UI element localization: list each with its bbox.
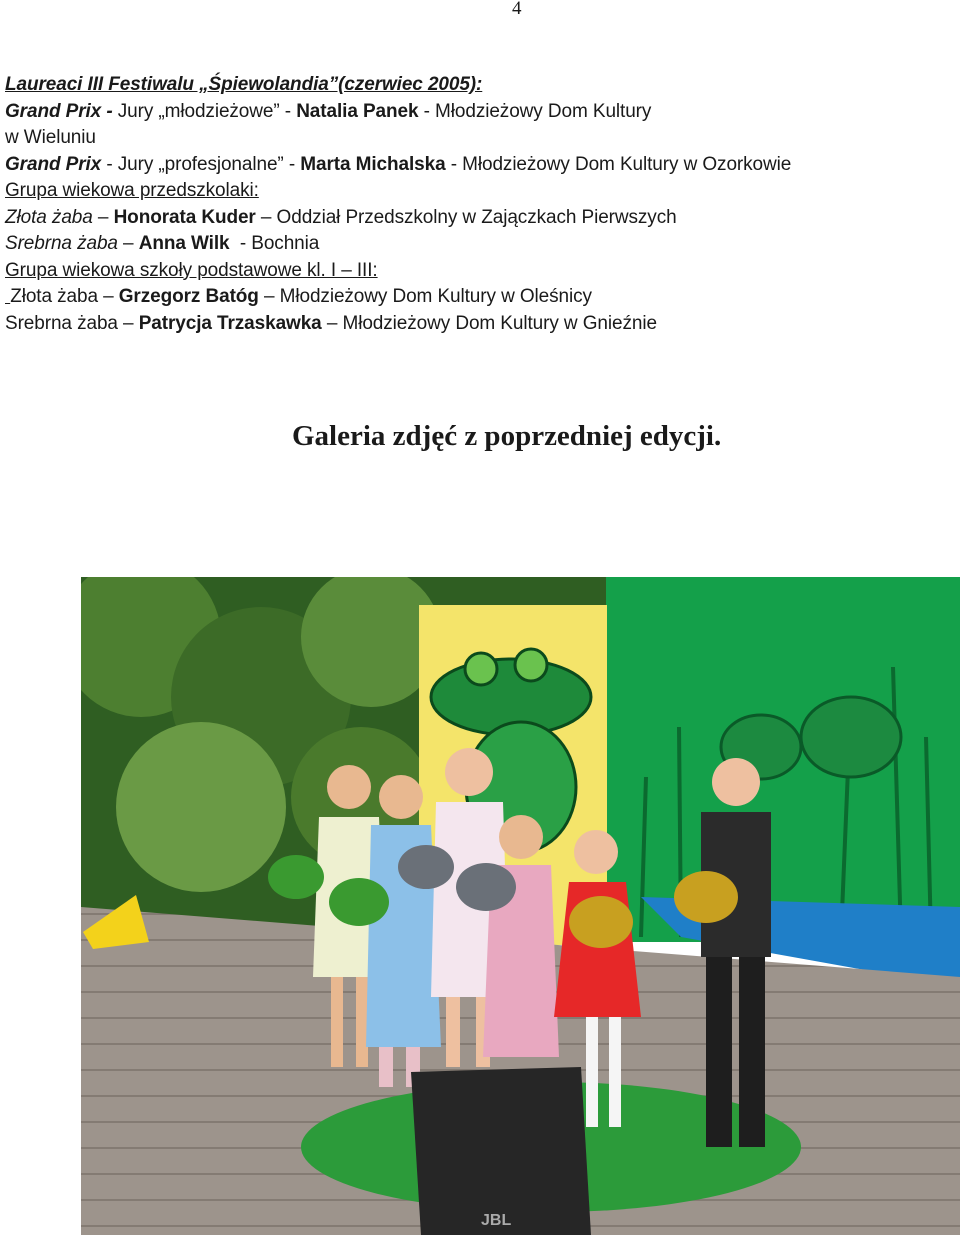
grand-prix-pro-line xyxy=(5,152,945,179)
laureate-name: Natalia Panek xyxy=(296,100,419,122)
silver-frog-trophy xyxy=(456,863,516,911)
institution: - Młodzieżowy Dom Kultury w Ozorkowie xyxy=(445,153,792,175)
board-frog-eye xyxy=(515,649,547,681)
jury-type: - Jury „profesjonalne” - xyxy=(101,153,301,175)
laureates-heading: Laureaci III Festiwalu „Śpiewolandia”(czerwiec 2005): xyxy=(5,74,483,95)
stage-speaker xyxy=(411,1067,591,1235)
institution: – Młodzieżowy Dom Kultury w Oleśnicy xyxy=(258,286,592,307)
gallery-title: Galeria zdjęć z poprzedniej edycji. xyxy=(292,420,722,452)
laureate-name: Grzegorz Batóg xyxy=(118,286,259,307)
preschool-silver-line xyxy=(5,231,945,258)
page-number: 4 xyxy=(512,0,522,19)
group-primary-heading: Grupa wiekowa szkoły podstawowe kl. I – III: xyxy=(5,259,378,281)
dash: – xyxy=(97,286,119,307)
laureates-list xyxy=(5,72,945,337)
painted-frog xyxy=(801,697,901,777)
jury-type: Jury „młodzieżowe” - xyxy=(112,100,297,122)
gold-frog-trophy xyxy=(569,896,633,948)
dash: – xyxy=(92,206,114,228)
award-label: Złota żaba xyxy=(5,206,93,228)
institution: - Młodzieżowy Dom Kultury xyxy=(418,100,652,122)
board-frog-eye xyxy=(465,653,497,685)
laureate-name: Honorata Kuder xyxy=(113,206,256,228)
gallery-photo xyxy=(81,577,960,1235)
award-label: Srebrna żaba xyxy=(5,233,118,254)
green-frog-trophy xyxy=(329,878,389,926)
laureate-name: Patrycja Trzaskawka xyxy=(138,312,322,334)
green-frog-trophy xyxy=(268,855,324,899)
grand-prix-youth-line xyxy=(5,99,945,126)
group-preschool-heading: Grupa wiekowa przedszkolaki: xyxy=(5,180,259,201)
primary-silver-line xyxy=(5,311,945,338)
institution-continuation: w Wieluniu xyxy=(5,127,96,148)
primary-gold-line xyxy=(5,284,945,311)
gold-frog-trophy xyxy=(674,871,738,923)
laureate-name: Marta Michalska xyxy=(300,153,446,175)
dash: – xyxy=(117,312,139,334)
award-label: Złota żaba xyxy=(10,286,98,307)
silver-frog-trophy xyxy=(398,845,454,889)
institution: - Bochnia xyxy=(229,233,320,254)
tree-foliage xyxy=(116,722,286,892)
dash: – xyxy=(117,233,139,254)
preschool-gold-line xyxy=(5,205,945,232)
award-label: Grand Prix xyxy=(5,153,102,175)
laureate-name: Anna Wilk xyxy=(138,233,230,254)
award-label: Grand Prix - xyxy=(5,100,113,122)
award-label: Srebrna żaba xyxy=(5,312,118,334)
speaker-brand-label: JBL xyxy=(481,1212,512,1229)
institution: – Młodzieżowy Dom Kultury w Gnieźnie xyxy=(321,312,657,334)
institution: – Oddział Przedszkolny w Zajączkach Pierwszych xyxy=(255,206,677,228)
